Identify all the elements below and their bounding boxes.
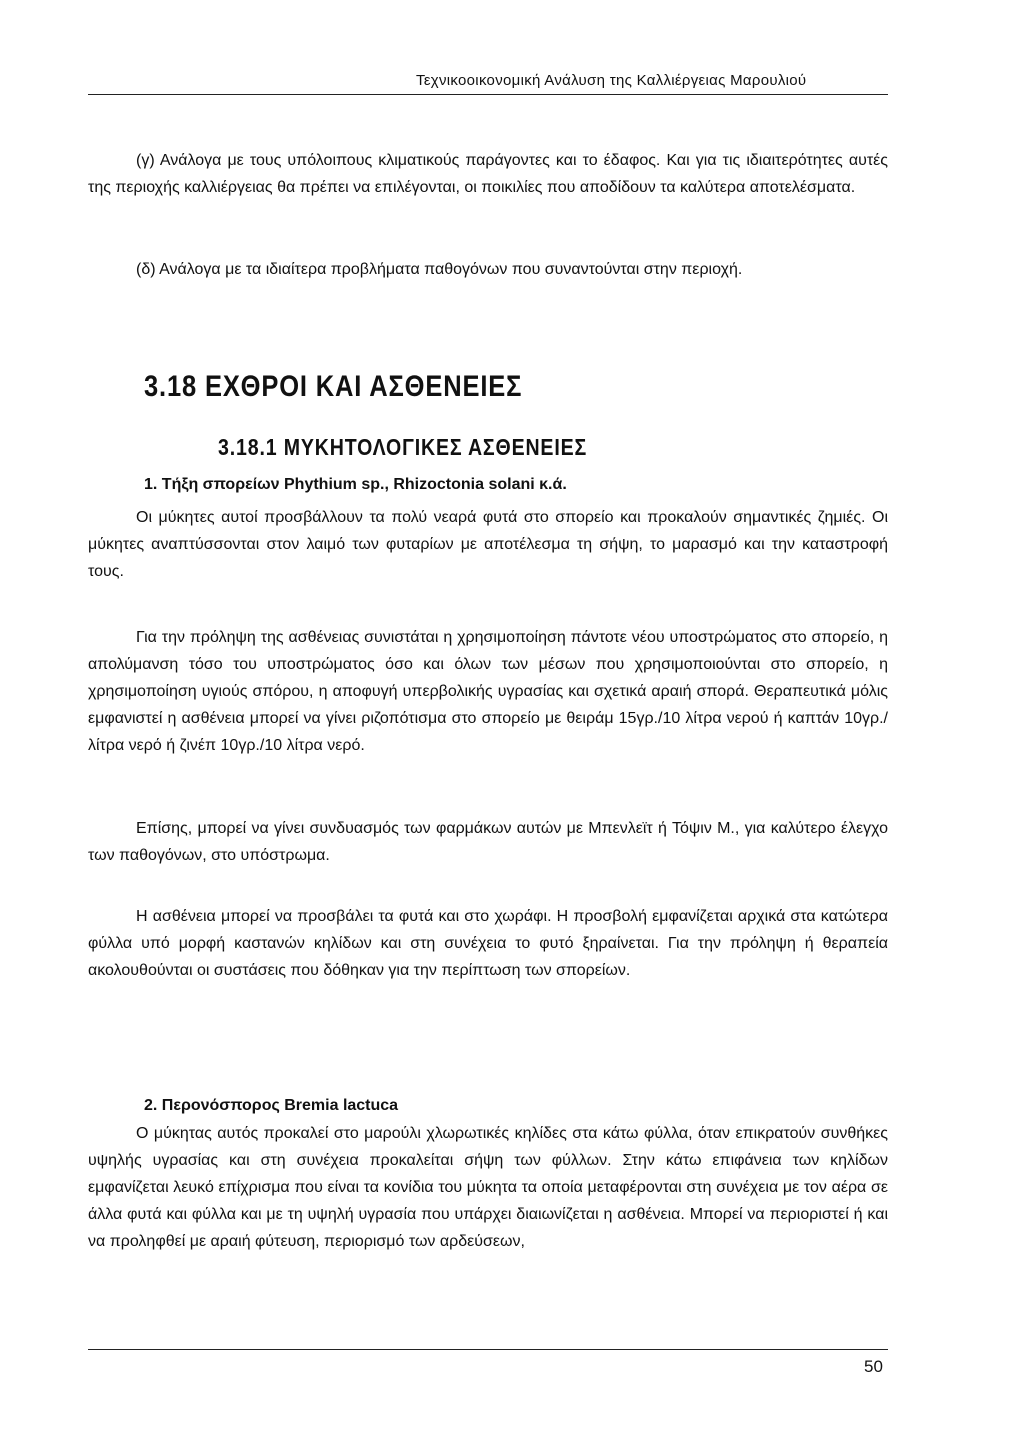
- item-2-heading: 2. Περονόσπορος Bremia lactuca: [144, 1097, 399, 1114]
- page-number: 50: [864, 1357, 883, 1376]
- header-divider: [88, 94, 888, 95]
- item-1-paragraph-3: Επίσης, μπορεί να γίνει συνδυασμός των φαρμάκων αυτών με Μπενλεϊτ ή Τόψιν Μ., για καλύτερο έλεγχο των παθογόνων, στο υπόστρωμα.: [88, 820, 888, 864]
- paragraph-delta: (δ) Ανάλογα με τα ιδιαίτερα προβλήματα παθογόνων που συναντούνται στην περιοχή.: [136, 261, 743, 278]
- paragraph-gamma: (γ) Ανάλογα με τους υπόλοιπους κλιματικούς παράγοντες και το έδαφος. Και για τις ιδιαιτερότητες αυτές της περιοχής καλλιέργειας θα πρέπει να επιλέγονται, οι ποικιλίες που αποδίδουν τα καλύτερα αποτελέσματα.: [88, 152, 888, 196]
- section-title: 3.18 ΕΧΘΡΟΙ ΚΑΙ ΑΣΘΕΝΕΙΕΣ: [144, 370, 523, 403]
- footer-divider: [88, 1349, 888, 1350]
- item-1-paragraph-1: Οι μύκητες αυτοί προσβάλλουν τα πολύ νεαρά φυτά στο σπορείο και προκαλούν σημαντικές ζημιές. Οι μύκητες αναπτύσσονται στον λαιμό των φυταρίων με αποτέλεσμα τη σήψη, το μαρασμό και την καταστροφή τους.: [88, 509, 888, 580]
- item-1-paragraph-2: Για την πρόληψη της ασθένειας συνιστάται η χρησιμοποίηση πάντοτε νέου υποστρώματος στο σπορείο, η απολύμανση τόσο του υποστρώματος όσο και όλων των μέσων που χρησιμοποιούνται στο σπορείο, η χρησιμοποίηση υγιούς σπόρου, η αποφυγή υπερβολικής υγρασίας και σχετικά αραιή σπορά. Θεραπευτικά μόλις εμφανιστεί η ασθένεια μπορεί να γίνει ριζοπότισμα στο σπορείο με θειράμ 15γρ./10 λίτρα νερού ή καπτάν 10γρ./λίτρα νερό ή ζινέπ 10γρ./10 λίτρα νερό.: [88, 629, 888, 754]
- running-header: Τεχνικοοικονομική Ανάλυση της Καλλιέργειας Μαρουλιού: [416, 72, 807, 89]
- subsection-title: 3.18.1 ΜΥΚΗΤΟΛΟΓΙΚΕΣ ΑΣΘΕΝΕΙΕΣ: [218, 434, 588, 460]
- item-2-paragraph-1: Ο μύκητας αυτός προκαλεί στο μαρούλι χλωρωτικές κηλίδες στα κάτω φύλλα, όταν επικρατούν συνθήκες υψηλής υγρασίας και στη συνέχεια προκαλείται σήψη των φύλλων. Στην κάτω επιφάνεια των κηλίδων εμφανίζεται λευκό επίχρισμα που είναι τα κονίδια του μύκητα τα οποία μεταφέρονται στη συνέχεια με τον αέρα σε άλλα φυτά και φύλλα και με τη υψηλή υγρασία που υπάρχει διαιωνίζεται η ασθένεια. Μπορεί να περιοριστεί ή και να προληφθεί με αραιή φύτευση, περιορισμό των αρδεύσεων,: [88, 1125, 888, 1250]
- item-1-paragraph-4: Η ασθένεια μπορεί να προσβάλει τα φυτά και στο χωράφι. Η προσβολή εμφανίζεται αρχικά στα κατώτερα φύλλα υπό μορφή καστανών κηλίδων και στη συνέχεια το φυτό ξηραίνεται. Για την πρόληψη ή θεραπεία ακολουθούνται οι συστάσεις που δόθηκαν για την περίπτωση των σπορείων.: [88, 908, 888, 979]
- item-1-heading: 1. Τήξη σπορείων Phythium sp., Rhizoctonia solani κ.ά.: [144, 476, 567, 493]
